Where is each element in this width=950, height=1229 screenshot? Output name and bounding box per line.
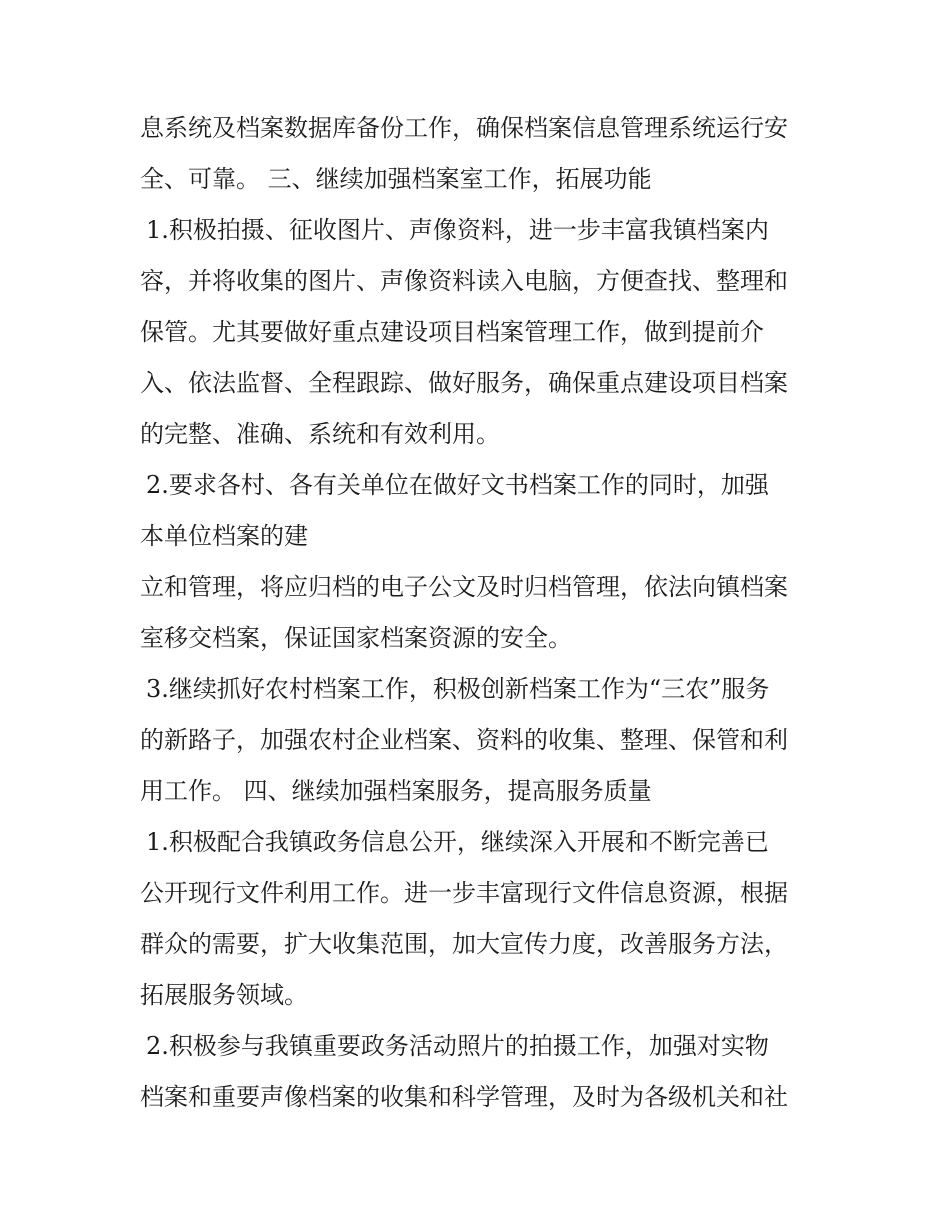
text-line: 容，并将收集的图片、声像资料读入电脑，方便查找、整理和 [140, 267, 788, 295]
text-line: 息系统及档案数据库备份工作，确保档案信息管理系统运行安 [140, 114, 788, 142]
text-line: 本单位档案的建 [140, 522, 308, 550]
list-item-text-line: 2.积极参与我镇重要政务活动照片的拍摄工作，加强对实物 [146, 1032, 769, 1060]
text-line: 的新路子，加强农村企业档案、资料的收集、整理、保管和利 [140, 726, 788, 754]
text-line: 室移交档案，保证国家档案资源的安全。 [140, 624, 572, 652]
text-line: 群众的需要，扩大收集范围，加大宣传力度，改善服务方法， [140, 930, 788, 958]
list-item-text-line: 1.积极拍摄、征收图片、声像资料，进一步丰富我镇档案内 [146, 216, 769, 244]
text-line: 用工作。 四、继续加强档案服务，提高服务质量 [140, 777, 652, 805]
list-item-text-line: 2.要求各村、各有关单位在做好文书档案工作的同时，加强 [146, 471, 769, 499]
text-line: 档案和重要声像档案的收集和科学管理，及时为各级机关和社 [140, 1083, 788, 1111]
text-line: 拓展服务领域。 [140, 981, 308, 1009]
text-line: 保管。尤其要做好重点建设项目档案管理工作，做到提前介 [140, 318, 764, 346]
text-line: 的完整、准确、系统和有效利用。 [140, 420, 500, 448]
list-item-text-line: 3.继续抓好农村档案工作，积极创新档案工作为“三农”服务 [146, 675, 770, 703]
list-item-text-line: 1.积极配合我镇政务信息公开，继续深入开展和不断完善已 [146, 828, 769, 856]
text-line: 全、可靠。 三、继续加强档案室工作，拓展功能 [140, 165, 652, 193]
text-line: 公开现行文件利用工作。进一步丰富现行文件信息资源，根据 [140, 879, 788, 907]
text-line: 入、依法监督、全程跟踪、做好服务，确保重点建设项目档案 [140, 369, 788, 397]
text-line: 立和管理，将应归档的电子公文及时归档管理，依法向镇档案 [140, 573, 788, 601]
